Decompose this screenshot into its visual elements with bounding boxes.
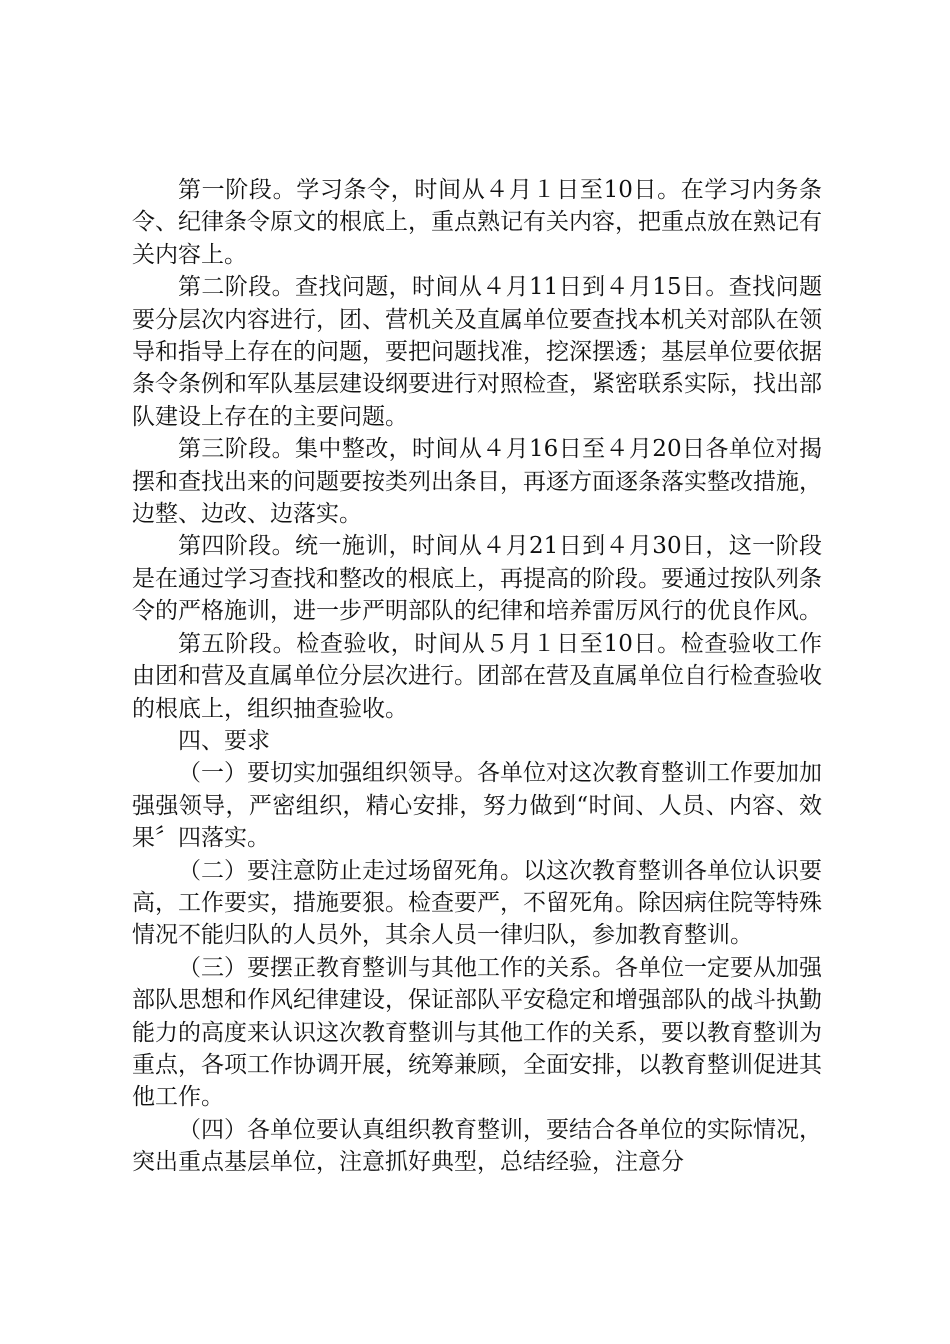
paragraph-stage-two: 第二阶段。查找问题，时间从４月11日到４月15日。查找问题要分层次内容进行，团、营机关及直属单位要查找本机关对部队在领导和指导上存在的问题，要把问题找准，挖深摆透；基层单位要依据条令条例和军队基层建设纲要进行对照检查，紧密联系实际，找出部队建设上存在的主要问题。 [132,274,822,430]
paragraph-requirement-two: （二）要注意防止走过场留死角。以这次教育整训各单位认识要高，工作要实，措施要狠。检查要严，不留死角。除因病住院等特殊情况不能归队的人员外，其余人员一律归队，参加教育整训。 [132,857,822,949]
paragraph-stage-three: 第三阶段。集中整改，时间从４月16日至４月20日各单位对揭摆和查找出来的问题要按类列出条目，再逐方面逐条落实整改措施，边整、边改、边落实。 [132,436,822,528]
paragraph-stage-five: 第五阶段。检查验收，时间从５月１日至10日。检查验收工作由团和营及直属单位分层次进行。团部在营及直属单位自行检查验收的根底上，组织抽查验收。 [132,630,822,722]
paragraph-requirement-four: （四）各单位要认真组织教育整训，要结合各单位的实际情况，突出重点基层单位，注意抓好典型，总结经验，注意分 [132,1116,822,1176]
paragraph-requirement-three: （三）要摆正教育整训与其他工作的关系。各单位一定要从加强部队思想和作风纪律建设，保证部队平安稳定和增强部队的战斗执勤能力的高度来认识这次教育整训与其他工作的关系，要以教育整训为重点，各项工作协调开展，统筹兼顾，全面安排，以教育整训促进其他工作。 [132,954,822,1111]
document-body [132,174,822,1179]
section-heading-requirements: 四、要求 [178,727,270,754]
paragraph-requirement-one: （一）要切实加强组织领导。各单位对这次教育整训工作要加加强强领导，严密组织，精心安排，努力做到“时间、人员、内容、效果〞四落实。 [132,760,822,852]
paragraph-stage-four: 第四阶段。统一施训，时间从４月21日到４月30日，这一阶段是在通过学习查找和整改的根底上，再提高的阶段。要通过按队列条令的严格施训，进一步严明部队的纪律和培养雷厉风行的优良作风。 [132,533,822,625]
paragraph-stage-one: 第一阶段。学习条令，时间从４月１日至10日。在学习内务条令、纪律条令原文的根底上，重点熟记有关内容，把重点放在熟记有关内容上。 [132,177,822,268]
